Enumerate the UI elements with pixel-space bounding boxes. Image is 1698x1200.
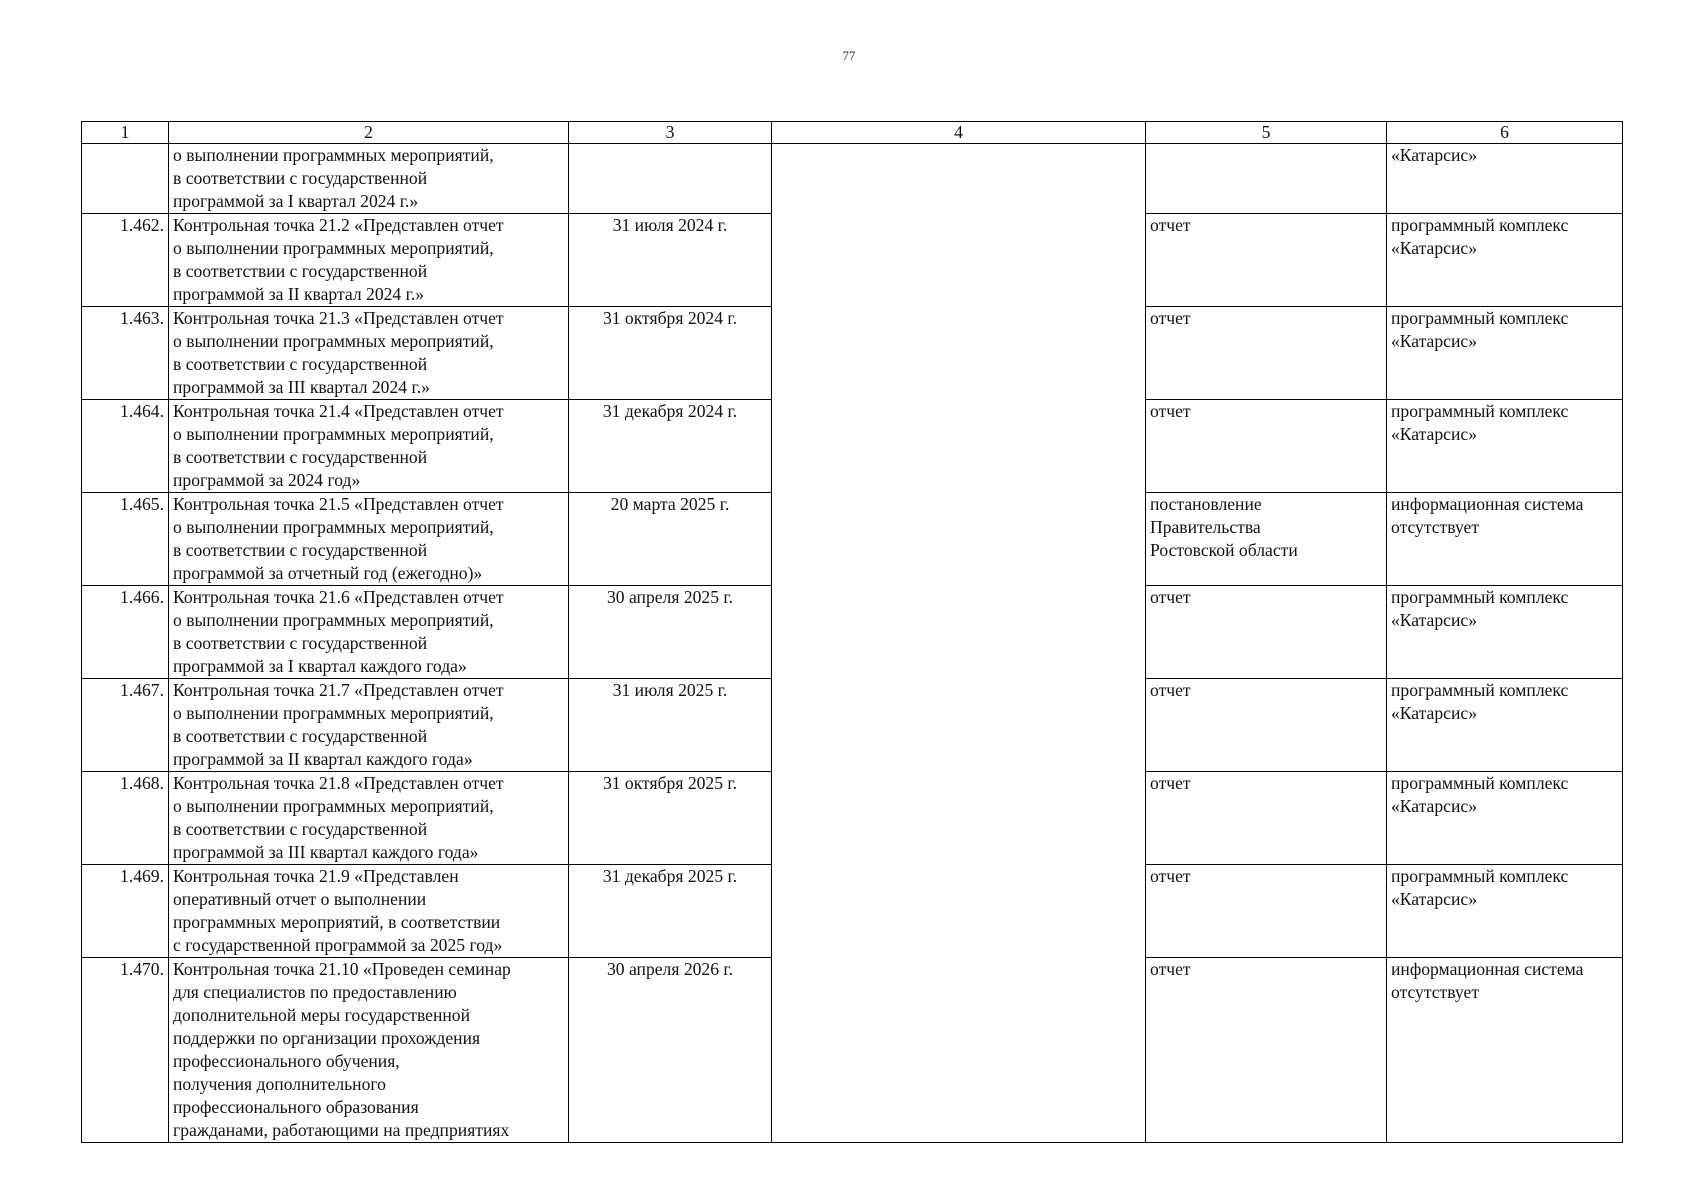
- row-document: отчет: [1146, 958, 1387, 1143]
- row-description: Контрольная точка 21.7 «Представлен отчет о выполнении программных мероприятий, в соответствии с государственной программой за II квартал каждого года»: [169, 679, 569, 772]
- page-number: 77: [842, 48, 856, 63]
- row-date: 30 апреля 2025 г.: [569, 586, 772, 679]
- row-date: 31 октября 2024 г.: [569, 307, 772, 400]
- row-document: отчет: [1146, 586, 1387, 679]
- table-header-row: [82, 122, 1623, 144]
- column-header-3: 3: [569, 122, 772, 144]
- column-header-5: 5: [1146, 122, 1387, 144]
- row-number: 1.463.: [82, 307, 169, 400]
- table-row: [82, 144, 1623, 214]
- row-number: 1.462.: [82, 214, 169, 307]
- column-header-4: 4: [772, 122, 1146, 144]
- row-system: программный комплекс «Катарсис»: [1387, 307, 1623, 400]
- row-number: 1.465.: [82, 493, 169, 586]
- row-date: 31 июля 2024 г.: [569, 214, 772, 307]
- row-system: информационная система отсутствует: [1387, 493, 1623, 586]
- merged-column-4: [772, 144, 1146, 1143]
- row-number: [82, 144, 169, 214]
- row-number: 1.470.: [82, 958, 169, 1143]
- row-system: программный комплекс «Катарсис»: [1387, 679, 1623, 772]
- row-number: 1.469.: [82, 865, 169, 958]
- row-system: программный комплекс «Катарсис»: [1387, 214, 1623, 307]
- row-document: [1146, 144, 1387, 214]
- row-description: Контрольная точка 21.6 «Представлен отчет о выполнении программных мероприятий, в соответствии с государственной программой за I квартал каждого года»: [169, 586, 569, 679]
- row-document: отчет: [1146, 214, 1387, 307]
- column-header-6: 6: [1387, 122, 1623, 144]
- row-date: 20 марта 2025 г.: [569, 493, 772, 586]
- control-points-table: [81, 121, 1623, 1143]
- row-system: программный комплекс «Катарсис»: [1387, 586, 1623, 679]
- row-system: программный комплекс «Катарсис»: [1387, 400, 1623, 493]
- row-number: 1.466.: [82, 586, 169, 679]
- row-document: отчет: [1146, 307, 1387, 400]
- row-document: постановление Правительства Ростовской области: [1146, 493, 1387, 586]
- row-document: отчет: [1146, 772, 1387, 865]
- row-description: Контрольная точка 21.10 «Проведен семинар для специалистов по предоставлению дополнительной меры государственной поддержки по организации прохождения профессионального обучения, получения дополнительного профессионального образования гражданами, работающими на предприятиях: [169, 958, 569, 1143]
- row-system: программный комплекс «Катарсис»: [1387, 772, 1623, 865]
- row-system: информационная система отсутствует: [1387, 958, 1623, 1143]
- row-document: отчет: [1146, 865, 1387, 958]
- row-description: о выполнении программных мероприятий, в соответствии с государственной программой за I квартал 2024 г.»: [169, 144, 569, 214]
- column-header-2: 2: [169, 122, 569, 144]
- row-number: 1.464.: [82, 400, 169, 493]
- row-description: Контрольная точка 21.4 «Представлен отчет о выполнении программных мероприятий, в соответствии с государственной программой за 2024 год»: [169, 400, 569, 493]
- column-header-1: 1: [82, 122, 169, 144]
- row-description: Контрольная точка 21.9 «Представлен оперативный отчет о выполнении программных мероприятий, в соответствии с государственной программой за 2025 год»: [169, 865, 569, 958]
- row-description: Контрольная точка 21.2 «Представлен отчет о выполнении программных мероприятий, в соответствии с государственной программой за II квартал 2024 г.»: [169, 214, 569, 307]
- row-document: отчет: [1146, 400, 1387, 493]
- row-date: 30 апреля 2026 г.: [569, 958, 772, 1143]
- row-system: «Катарсис»: [1387, 144, 1623, 214]
- row-number: 1.467.: [82, 679, 169, 772]
- row-date: 31 декабря 2024 г.: [569, 400, 772, 493]
- row-description: Контрольная точка 21.3 «Представлен отчет о выполнении программных мероприятий, в соответствии с государственной программой за III квартал 2024 г.»: [169, 307, 569, 400]
- row-number: 1.468.: [82, 772, 169, 865]
- row-description: Контрольная точка 21.8 «Представлен отчет о выполнении программных мероприятий, в соответствии с государственной программой за III квартал каждого года»: [169, 772, 569, 865]
- row-date: 31 июля 2025 г.: [569, 679, 772, 772]
- row-description: Контрольная точка 21.5 «Представлен отчет о выполнении программных мероприятий, в соответствии с государственной программой за отчетный год (ежегодно)»: [169, 493, 569, 586]
- row-date: 31 декабря 2025 г.: [569, 865, 772, 958]
- row-system: программный комплекс «Катарсис»: [1387, 865, 1623, 958]
- row-date: 31 октября 2025 г.: [569, 772, 772, 865]
- row-date: [569, 144, 772, 214]
- row-document: отчет: [1146, 679, 1387, 772]
